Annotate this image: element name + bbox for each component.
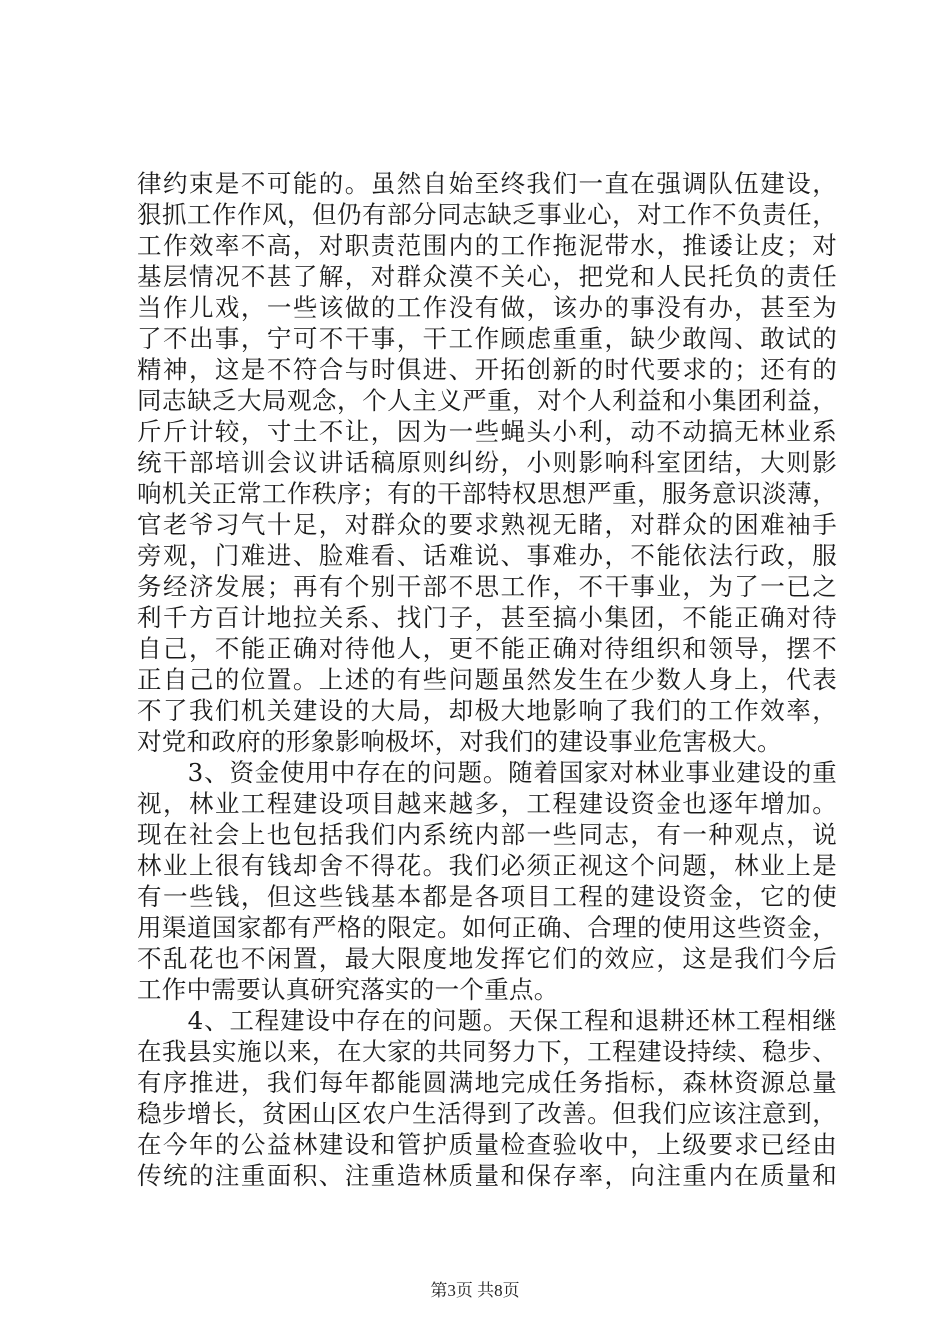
text-line: 用渠道国家都有严格的限定。如何正确、合理的使用这些资金， xyxy=(137,913,837,942)
text-line: 利千方百计地拉关系、找门子，甚至搞小集团，不能正确对待 xyxy=(137,603,837,632)
text-line: 工作效率不高，对职责范围内的工作拖泥带水，推诿让皮；对 xyxy=(137,231,837,260)
text-line: 不乱花也不闲置，最大限度地发挥它们的效应，这是我们今后 xyxy=(137,944,837,973)
text-line: 自己，不能正确对待他人，更不能正确对待组织和领导，摆不 xyxy=(137,634,837,663)
text-line: 对党和政府的形象影响极坏，对我们的建设事业危害极大。 xyxy=(137,727,782,756)
text-line: 林业上很有钱却舍不得花。我们必须正视这个问题，林业上是 xyxy=(137,851,837,880)
text-line: 正自己的位置。上述的有些问题虽然发生在少数人身上，代表 xyxy=(137,665,837,694)
document-body xyxy=(137,168,837,1191)
text-line: 有序推进，我们每年都能圆满地完成任务指标，森林资源总量 xyxy=(137,1068,837,1097)
paragraph-start-line: 3、资金使用中存在的问题。随着国家对林业事业建设的重 xyxy=(137,758,837,787)
text-line: 现在社会上也包括我们内系统内部一些同志，有一种观点，说 xyxy=(137,820,837,849)
text-line: 稳步增长，贫困山区农户生活得到了改善。但我们应该注意到， xyxy=(137,1099,837,1128)
page-number-footer: 第3页 共8页 xyxy=(430,1281,520,1300)
text-line: 在今年的公益林建设和管护质量检查验收中，上级要求已经由 xyxy=(137,1130,837,1159)
text-line: 统干部培训会议讲话稿原则纠纷，小则影响科室团结，大则影 xyxy=(137,448,837,477)
text-line: 在我县实施以来，在大家的共同努力下，工程建设持续、稳步、 xyxy=(137,1037,837,1066)
text-line: 有一些钱，但这些钱基本都是各项目工程的建设资金，它的使 xyxy=(137,882,837,911)
text-line: 斤斤计较，寸土不让，因为一些蝇头小利，动不动搞无林业系 xyxy=(137,417,837,446)
text-line: 工作中需要认真研究落实的一个重点。 xyxy=(137,975,559,1004)
text-line: 同志缺乏大局观念，个人主义严重，对个人利益和小集团利益， xyxy=(137,386,837,415)
text-line: 旁观，门难进、脸难看、话难说、事难办，不能依法行政，服 xyxy=(137,541,837,570)
text-line: 了不出事，宁可不干事，干工作顾虑重重，缺少敢闯、敢试的 xyxy=(137,324,837,353)
text-line: 务经济发展；再有个别干部不思工作，不干事业，为了一已之 xyxy=(137,572,837,601)
text-line: 官老爷习气十足，对群众的要求熟视无睹，对群众的困难袖手 xyxy=(137,510,837,539)
text-line: 精神，这是不符合与时俱进、开拓创新的时代要求的；还有的 xyxy=(137,355,837,384)
paragraph-start-line: 4、工程建设中存在的问题。天保工程和退耕还林工程相继 xyxy=(137,1006,837,1035)
text-line: 当作儿戏，一些该做的工作没有做，该办的事没有办，甚至为 xyxy=(137,293,837,322)
text-line: 响机关正常工作秩序；有的干部特权思想严重，服务意识淡薄， xyxy=(137,479,837,508)
text-line: 传统的注重面积、注重造林质量和保存率，向注重内在质量和 xyxy=(137,1161,837,1190)
text-line: 基层情况不甚了解，对群众漠不关心，把党和人民托负的责任 xyxy=(137,262,837,291)
text-line: 律约束是不可能的。虽然自始至终我们一直在强调队伍建设， xyxy=(137,169,837,198)
text-line: 不了我们机关建设的大局，却极大地影响了我们的工作效率， xyxy=(137,696,837,725)
text-line: 视，林业工程建设项目越来越多，工程建设资金也逐年增加。 xyxy=(137,789,837,818)
text-line: 狠抓工作作风，但仍有部分同志缺乏事业心，对工作不负责任， xyxy=(137,200,837,229)
